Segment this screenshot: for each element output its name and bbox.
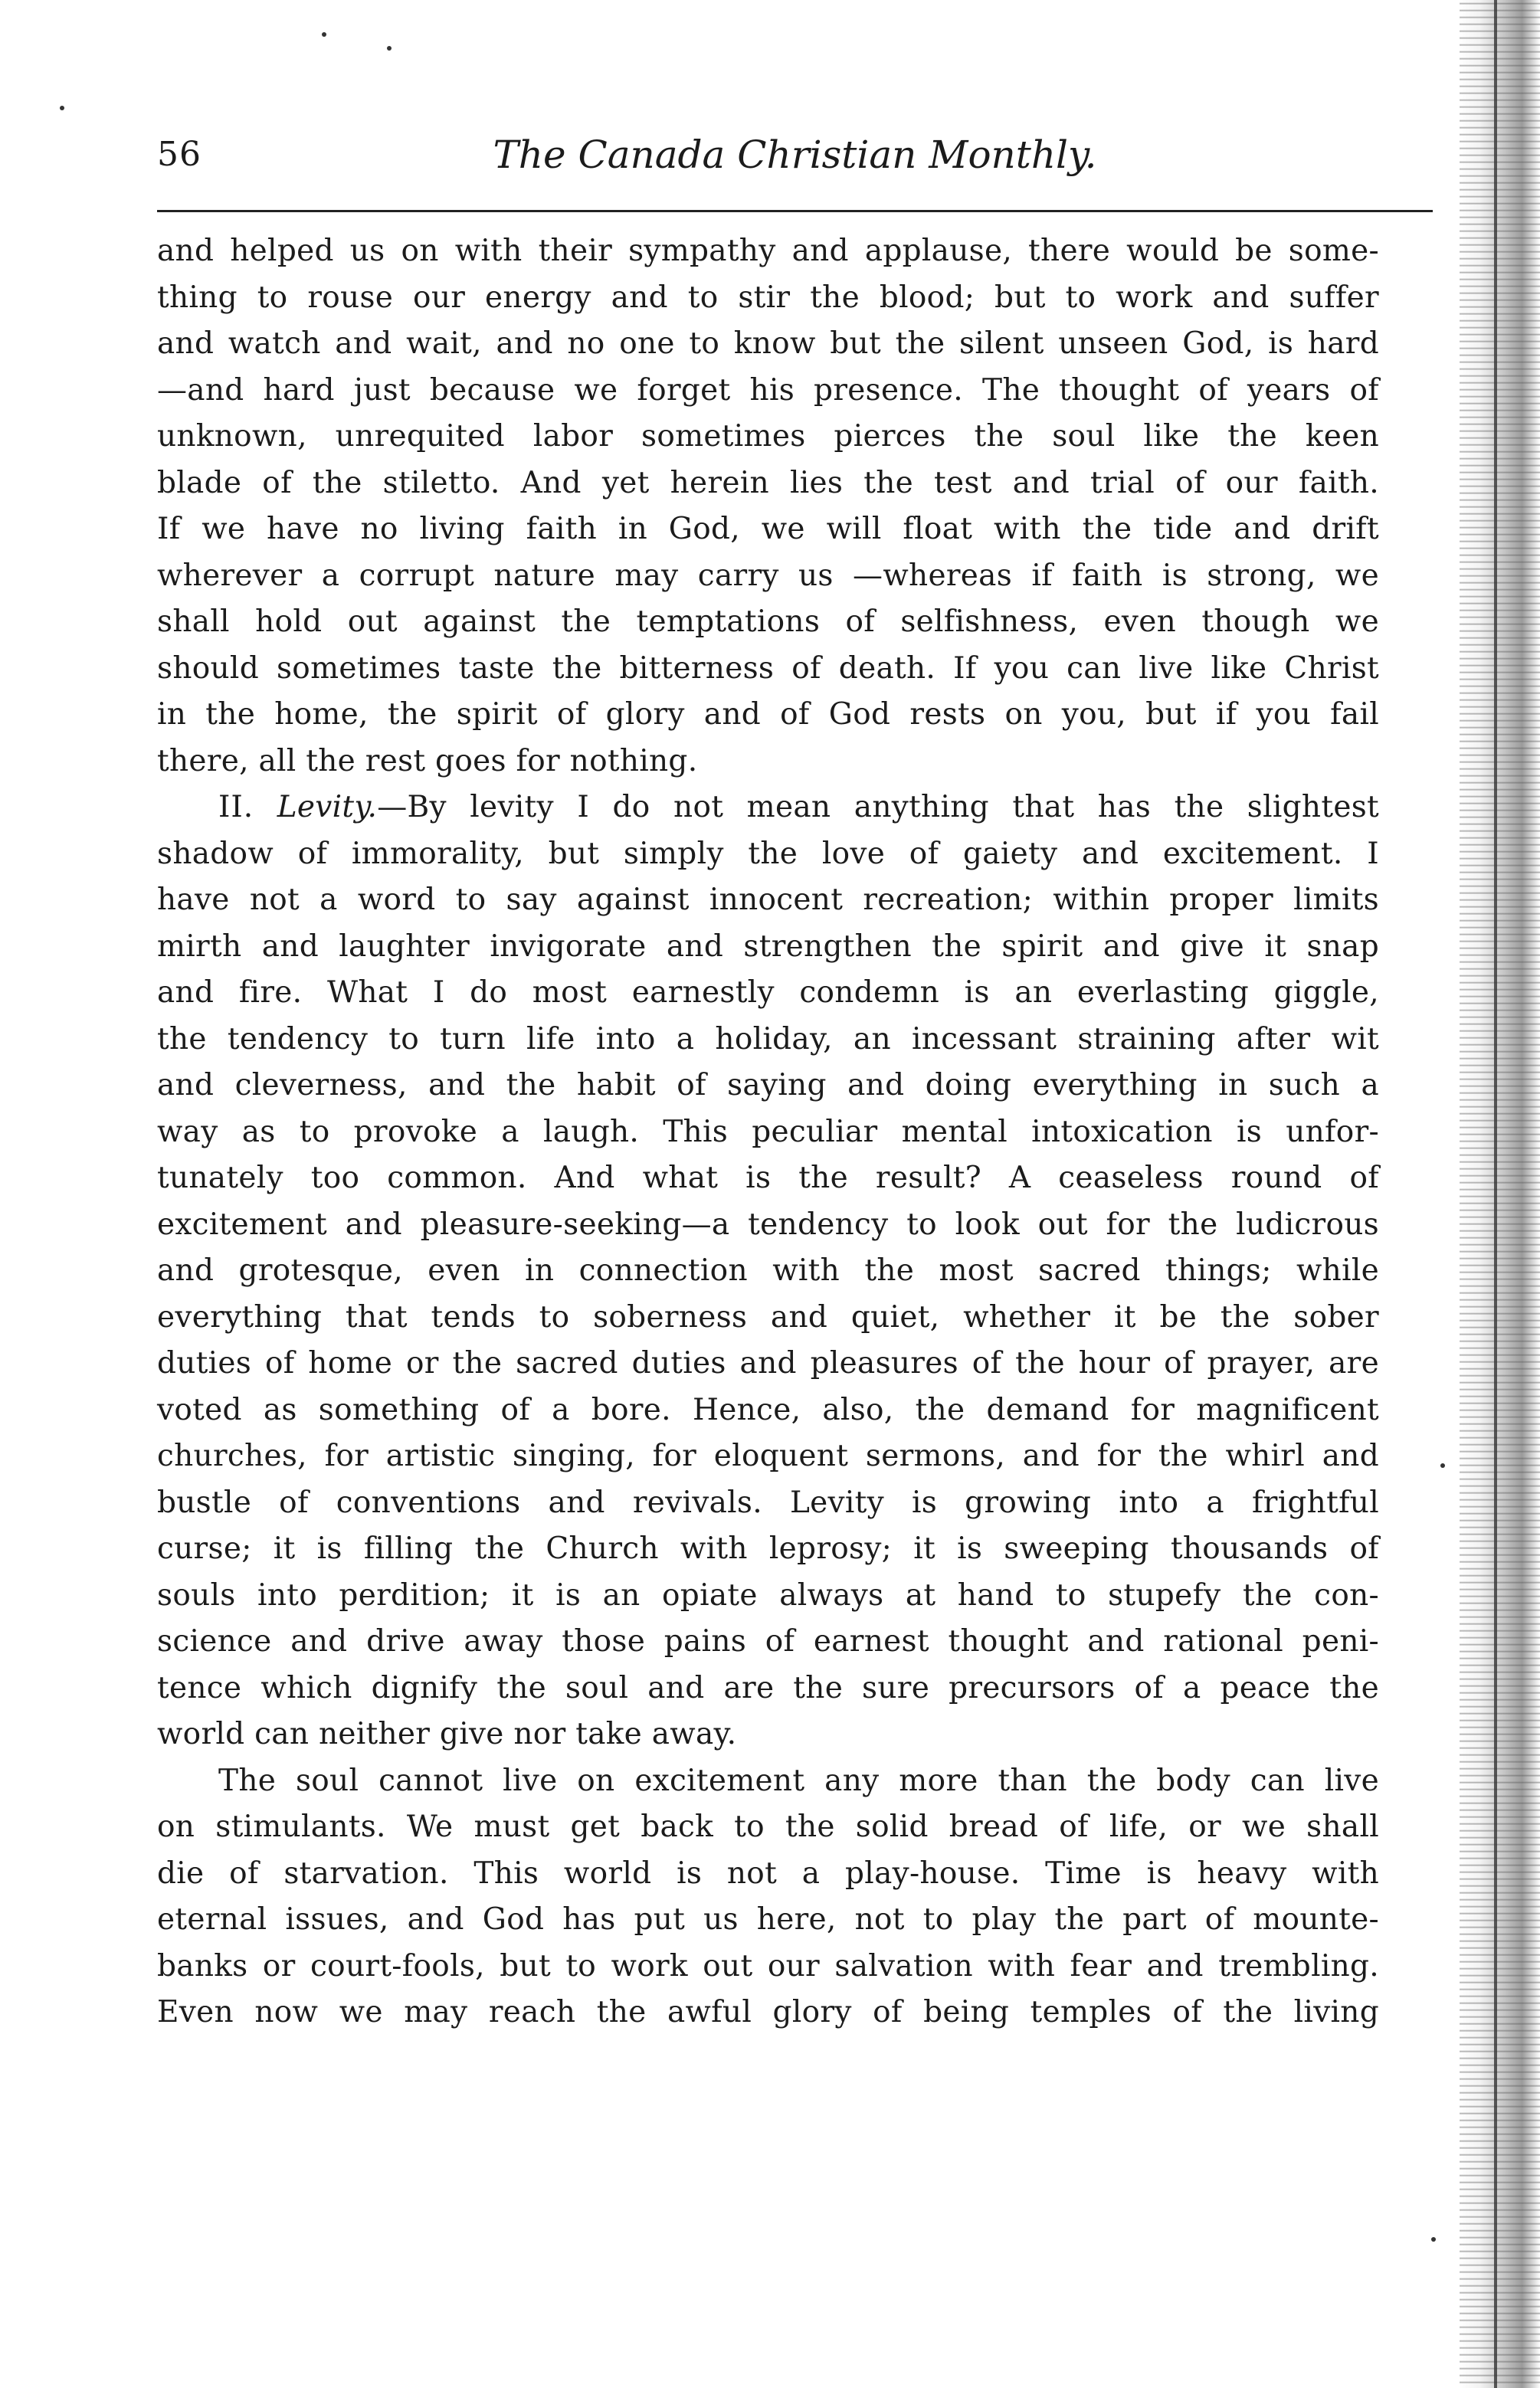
text-line: eternal issues, and God has put us here, not to play the part of mounte- (157, 1902, 1379, 1937)
text-line: shadow of immorality, but simply the love of gaiety and excitement. I (157, 836, 1379, 871)
text-line: the tendency to turn life into a holiday, an incessant straining after wit (157, 1021, 1379, 1056)
section-title: Levity. (277, 790, 378, 824)
scan-speck (387, 46, 392, 51)
text-line: should sometimes taste the bitterness of death. If you can live like Christ (157, 650, 1379, 686)
text-line: there, all the rest goes for nothing. (157, 743, 698, 778)
text-line: everything that tends to soberness and quiet, whether it be the sober (157, 1299, 1379, 1335)
text-line: banks or court-fools, but to work out our salvation with fear and trembling. (157, 1948, 1379, 1983)
text-line: —By levity I do not mean anything that has the slightest (377, 790, 1379, 824)
text-line: wherever a corrupt nature may carry us —whereas if faith is strong, we (157, 558, 1379, 593)
text-line: mirth and laughter invigorate and strengthen the spirit and give it snap (157, 929, 1379, 964)
journal-title: The Canada Christian Monthly. (493, 133, 1097, 177)
text-line: die of starvation. This world is not a play-house. Time is heavy with (157, 1856, 1379, 1891)
text-line: and helped us on with their sympathy and applause, there would be some- (157, 234, 1379, 268)
paragraph-levity (157, 785, 1379, 1758)
scan-speck (1431, 2237, 1436, 2242)
scan-speck (60, 106, 64, 110)
text-line: bustle of conventions and revivals. Levity is growing into a frightful (157, 1485, 1379, 1520)
scan-speck (1440, 1463, 1445, 1468)
text-line: world can neither give nor take away. (157, 1717, 737, 1751)
text-line: and fire. What I do most earnestly condemn is an everlasting giggle, (157, 975, 1379, 1010)
scan-binding-line (1494, 0, 1497, 2388)
text-line: in the home, the spirit of glory and of God rests on you, but if you fail (157, 697, 1379, 732)
page-number: 56 (157, 135, 202, 174)
paragraph-soul (157, 1758, 1379, 2036)
text-line: on stimulants. We must get back to the solid bread of life, or we shall (157, 1810, 1379, 1844)
text-line: have not a word to say against innocent recreation; within proper limits (157, 883, 1379, 917)
text-line: tunately too common. And what is the result? A ceaseless round of (157, 1161, 1379, 1195)
paragraph-continued (157, 228, 1379, 785)
text-line: and cleverness, and the habit of saying and doing everything in such a (157, 1068, 1379, 1102)
text-line: and grotesque, even in connection with the most sacred things; while (157, 1253, 1379, 1288)
running-head (157, 129, 1433, 181)
text-line: unknown, unrequited labor sometimes pierces the soul like the keen (157, 419, 1379, 454)
text-line: If we have no living faith in God, we will float with the tide and drift (157, 512, 1379, 546)
text-line: duties of home or the sacred duties and pleasures of the hour of prayer, are (157, 1346, 1379, 1381)
header-rule (157, 210, 1433, 212)
text-line: shall hold out against the temptations of selfishness, even though we (157, 604, 1379, 639)
text-line: and watch and wait, and no one to know but the silent unseen God, is hard (157, 326, 1379, 361)
text-line: science and drive away those pains of earnest thought and rational peni- (157, 1624, 1379, 1659)
text-line: curse; it is filling the Church with leprosy; it is sweeping thousands of (157, 1531, 1379, 1566)
text-line: tence which dignify the soul and are the sure precursors of a peace the (157, 1670, 1379, 1705)
text-line: excitement and pleasure-seeking—a tendency to look out for the ludicrous (157, 1207, 1379, 1242)
page-text (157, 228, 1379, 2036)
scan-binding-edge (1460, 0, 1540, 2388)
text-line: voted as something of a bore. Hence, also, the demand for magnificent (157, 1392, 1379, 1427)
section-number: II. (218, 790, 254, 824)
text-line: Even now we may reach the awful glory of being temples of the living (157, 1995, 1379, 2029)
scan-speck (322, 32, 326, 37)
text-line: souls into perdition; it is an opiate always at hand to stupefy the con- (157, 1577, 1379, 1613)
text-line: The soul cannot live on excitement any more than the body can live (218, 1763, 1379, 1798)
text-line: churches, for artistic singing, for eloquent sermons, and for the whirl and (157, 1439, 1379, 1473)
section-heading-line (157, 785, 1379, 831)
text-line: blade of the stiletto. And yet herein lies the test and trial of our faith. (157, 465, 1379, 500)
text-line: way as to provoke a laugh. This peculiar mental intoxication is unfor- (157, 1114, 1379, 1149)
text-line: thing to rouse our energy and to stir the blood; but to work and suffer (157, 280, 1379, 315)
text-line: —and hard just because we forget his presence. The thought of years of (157, 372, 1379, 408)
